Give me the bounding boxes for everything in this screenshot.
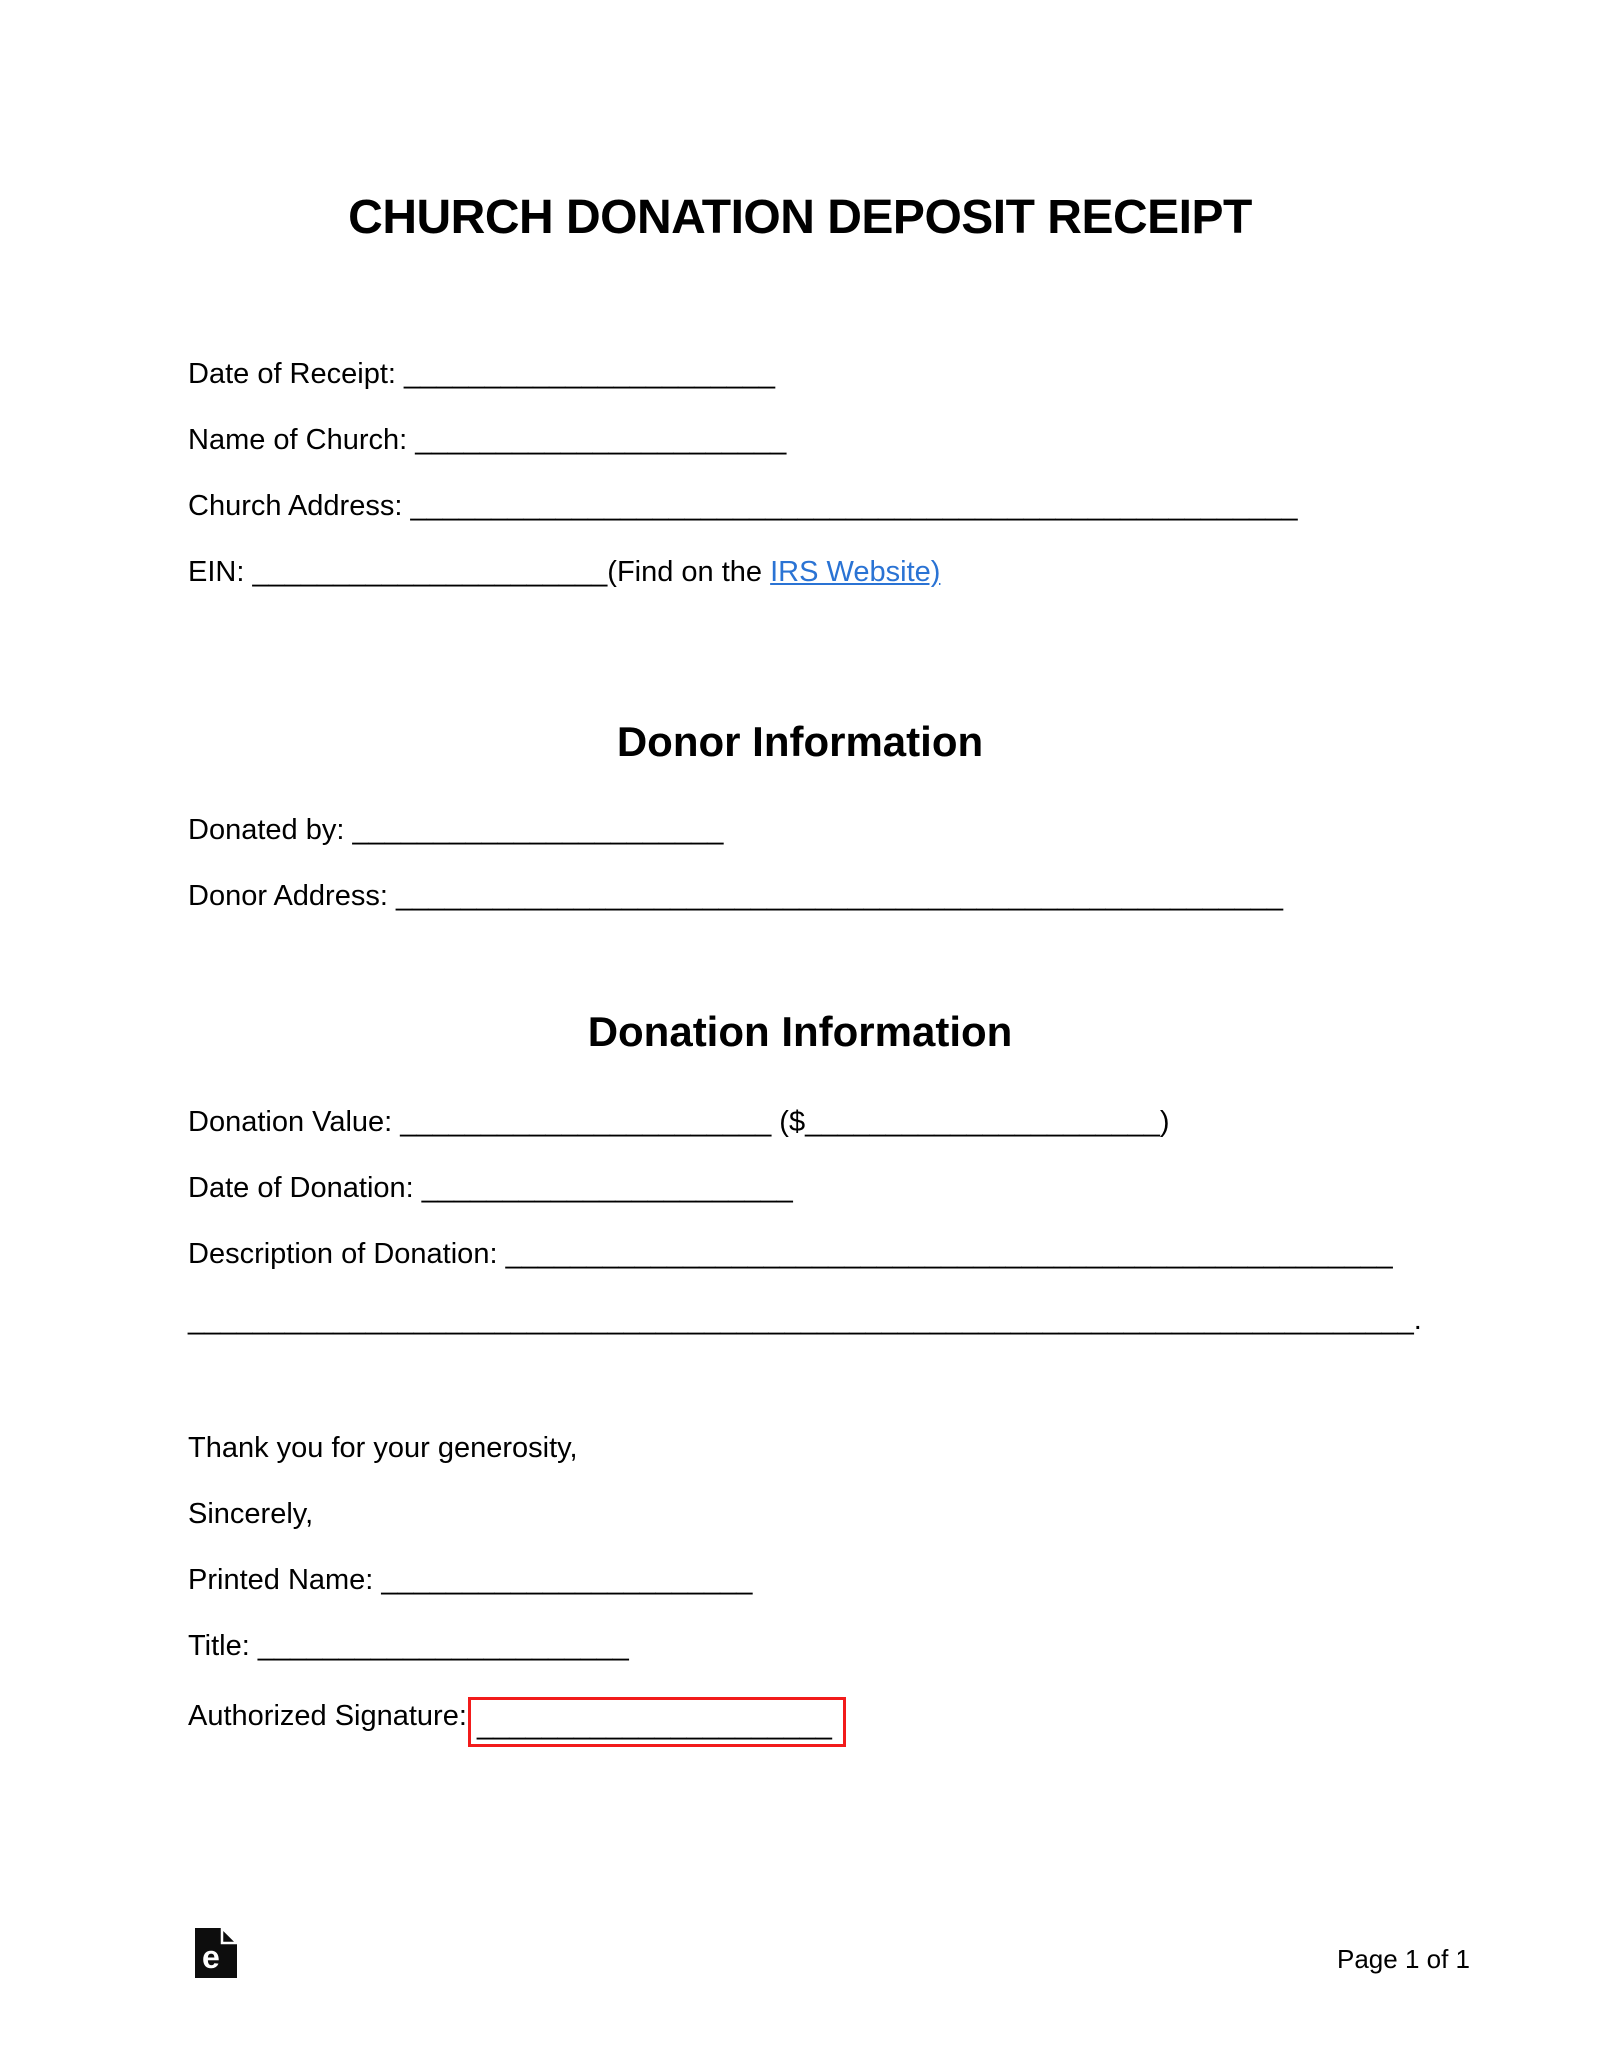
eforms-document-icon [195,1928,237,1978]
church-address-blank-line: _______________________________________________________ [410,490,1298,522]
church-address-label: Church Address: [188,490,411,522]
irs-website-link[interactable]: IRS Website) [770,556,941,588]
signature-field-box[interactable] [468,1697,846,1747]
donation-value-paren-dollar: ($ [771,1106,806,1138]
donor-address-blank-line: _______________________________________________________ [395,880,1284,912]
field-authorized-signature [188,1700,467,1733]
section-donation-information: Donation Information [587,1008,1013,1055]
donation-value-blank-line: _______________________ [400,1106,772,1138]
field-description-continuation [188,1304,1422,1337]
field-date-of-donation [188,1172,793,1205]
description-blank-line: _______________________________________________________ [505,1238,1393,1270]
date-of-receipt-blank-line: _______________________ [404,358,775,390]
title-label: Title: [188,1630,258,1662]
donation-value-label: Donation Value: [188,1106,401,1138]
field-donation-value [188,1106,1170,1139]
field-church-address [188,490,1298,523]
field-date-of-receipt [188,358,775,391]
closing-thanks [188,1432,578,1465]
date-of-donation-label: Date of Donation: [188,1172,422,1204]
donor-address-label: Donor Address: [188,880,396,912]
ein-blank-line: ______________________ [252,556,608,588]
donation-value-close-paren: ) [1159,1106,1170,1138]
signature-blank-line: ______________________ [477,1709,832,1741]
date-of-receipt-label: Date of Receipt: [188,358,404,390]
title-blank-line: _______________________ [257,1630,629,1662]
thanks-text: Thank you for your generosity, [188,1432,578,1464]
sincerely-text: Sincerely, [188,1498,314,1530]
field-description-of-donation [188,1238,1393,1271]
donated-by-label: Donated by: [188,814,353,846]
field-ein [188,556,940,589]
field-donor-address [188,880,1283,913]
field-printed-name [188,1564,752,1597]
authorized-signature-label: Authorized Signature: [188,1700,467,1732]
ein-label: EIN: [188,556,253,588]
logo-letter: e [202,1939,220,1975]
printed-name-label: Printed Name: [188,1564,382,1596]
printed-name-blank-line: _______________________ [381,1564,753,1596]
name-of-church-blank-line: _______________________ [415,424,787,456]
field-title [188,1630,629,1663]
field-name-of-church [188,424,786,457]
field-donated-by [188,814,723,847]
donated-by-blank-line: _______________________ [352,814,724,846]
name-of-church-label: Name of Church: [188,424,416,456]
description-label: Description of Donation: [188,1238,506,1270]
section-donor-information: Donor Information [616,718,984,765]
description-continuation-blank-line: ____________________________________________________________________________. [188,1304,1422,1336]
page-number: Page 1 of 1 [1337,1944,1470,1974]
donation-value-amount-blank-line: ______________________ [805,1106,1160,1138]
document-title: CHURCH DONATION DEPOSIT RECEIPT [348,191,1252,244]
ein-find-text: (Find on the [607,556,771,588]
closing-sincerely [188,1498,313,1531]
date-of-donation-blank-line: _______________________ [421,1172,793,1204]
